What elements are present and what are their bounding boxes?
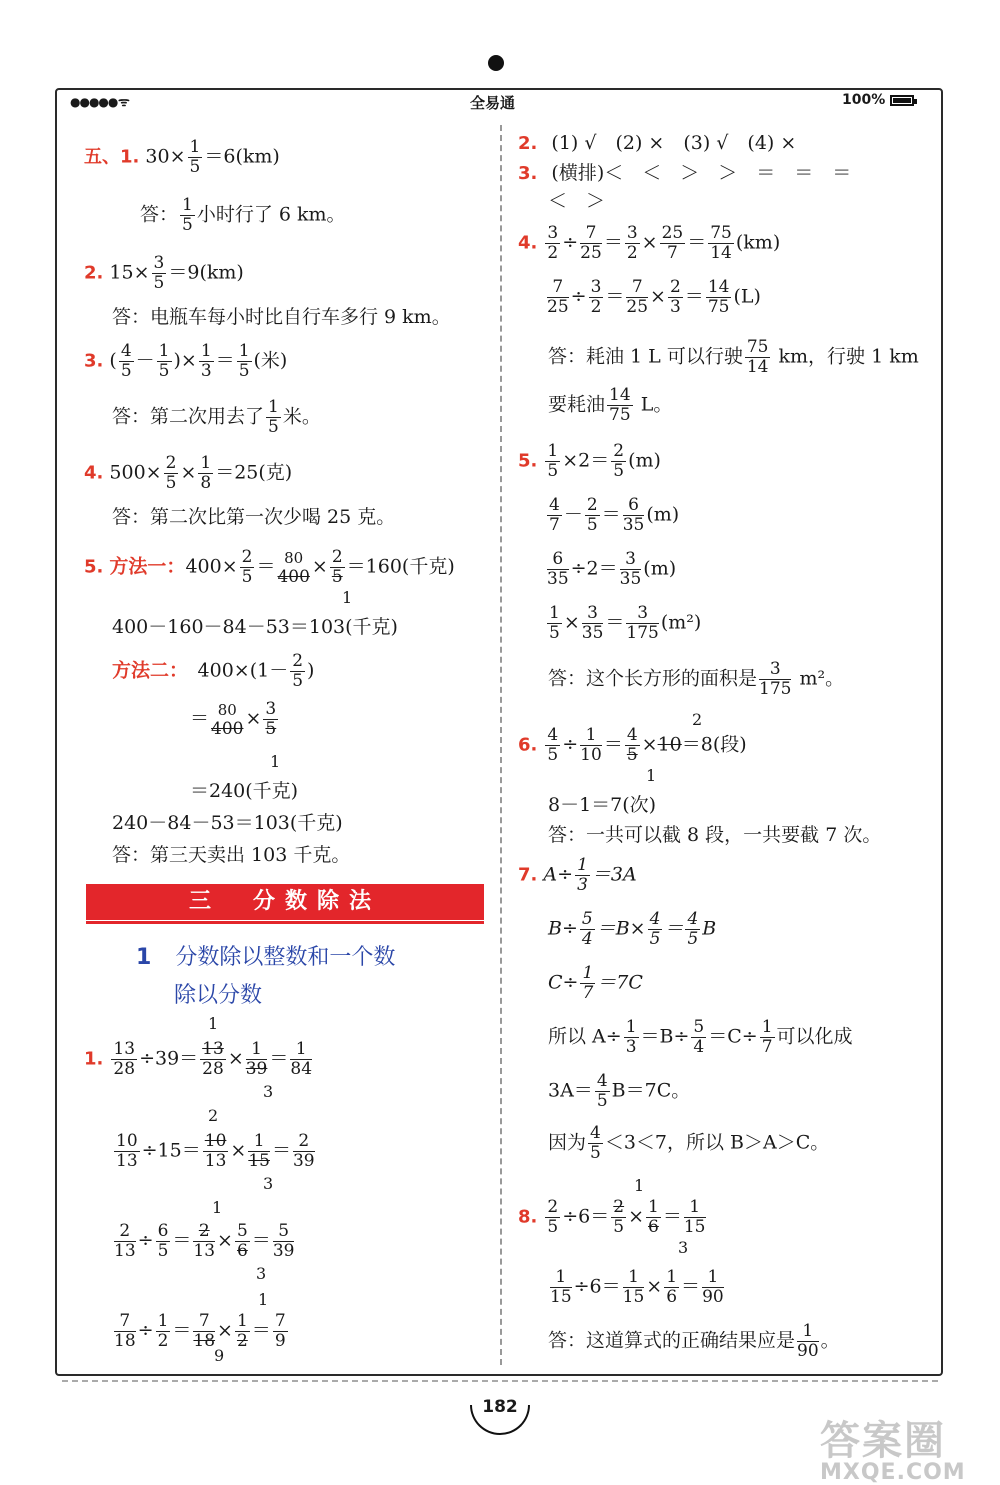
answer-6: 答：一共可以截 8 段，一共要截 7 次。 (548, 824, 882, 846)
wifi-icon: ᯤ (118, 95, 130, 110)
method1-line2: 400－160－84－53＝103(千克) (112, 616, 398, 638)
watermark-logo: 答案圈 MXQE.COM (820, 1418, 966, 1485)
app-title: 全易通 (470, 94, 516, 112)
method2: 方法二： 400×(1－ $\frac{2}{5}$ ) (112, 651, 315, 691)
item-3-1b: $\frac{10}{13}$ ÷15＝ $\frac{10}{13}$ × $\frac{1}{15}$ ＝ $\frac{2}{39}$ (116, 1131, 315, 1171)
answer-5-3: 答：第二次用去了 $\frac{1}{5}$ 米。 (112, 397, 321, 437)
section-title: 三 分数除法 (86, 884, 484, 920)
answer-5-1: 答： $\frac{1}{5}$ 小时行了 6 km。 (140, 195, 346, 235)
item-8: 8. $\frac{2}{5}$ ÷6＝ $\frac{2}{5}$ × $\frac{1}{6}$ ＝ $\frac{1}{15}$ (518, 1197, 706, 1237)
battery-icon (890, 95, 914, 106)
item-3: 3. (横排)＜ ＜ ＞ ＞ ＝ ＝ ＝ (518, 162, 852, 184)
answer-5-5: 答：第三天卖出 103 千克。 (112, 844, 351, 866)
item-2: 2. (1) √ (2) × (3) √ (4) × (518, 132, 797, 154)
item-5-4: 4. 500× $\frac{2}{5}$ × $\frac{1}{8}$ ＝25(克) (84, 453, 293, 493)
status-bar (70, 92, 930, 114)
page-number: 182 (482, 1397, 518, 1417)
item-3-1a: 1. $\frac{13}{28}$ ÷39＝ $\frac{13}{28}$ × $\frac{1}{39}$ ＝ $\frac{1}{84}$ (84, 1039, 313, 1079)
column-divider (500, 125, 502, 1365)
answer-5-4: 答：第二次比第一次少喝 25 克。 (112, 506, 396, 528)
item-5-2: 2. 15× $\frac{3}{5}$ ＝9(km) (84, 253, 244, 293)
item-3-1d: $\frac{7}{18}$ ÷ $\frac{1}{2}$ ＝ $\frac{7}{18}$ × $\frac{1}{2}$ ＝ $\frac{7}{9}$ (114, 1311, 286, 1351)
answer-5-2: 答：电瓶车每小时比自行车多行 9 km。 (112, 306, 451, 328)
subsection-title: 1 分数除以整数和一个数 (136, 945, 396, 970)
answer-8: 答：这道算式的正确结果应是 $\frac{1}{90}$ 。 (548, 1321, 840, 1361)
item-4: 4. $\frac{3}{2}$ ÷ $\frac{7}{25}$ ＝ $\frac{3}{2}$ × $\frac{25}{7}$ ＝ $\frac{75}{14}$ (km) (518, 223, 781, 263)
bottom-divider (62, 1380, 938, 1382)
answer-4: 答：耗油 1 L 可以行驶 $\frac{75}{14}$ km，行驶 1 km (548, 337, 919, 377)
item-5-5: 5. 方法一：400× $\frac{2}{5}$ ＝ 80 400 × $\frac{2}{5}$ ＝160(千克) (84, 547, 455, 587)
answer-5: 答：这个长方形的面积是 $\frac{3}{175}$ m²。 (548, 659, 845, 699)
item-5: 5. $\frac{1}{5}$ ×2＝ $\frac{2}{5}$ (m) (518, 441, 661, 481)
battery-percent: 100% (842, 92, 886, 108)
item-3-1c: $\frac{2}{13}$ ÷ $\frac{6}{5}$ ＝ $\frac{2}{13}$ × $\frac{5}{6}$ ＝ $\frac{5}{39}$ (114, 1221, 295, 1261)
signal-icon: ●●●●● (70, 95, 118, 109)
camera-dot (488, 55, 504, 71)
item-5-3: 3. ( $\frac{4}{5}$ － $\frac{1}{5}$ )× $\frac{1}{3}$ ＝ $\frac{1}{5}$ (米) (84, 341, 288, 381)
item-6: 6. $\frac{4}{5}$ ÷ $\frac{1}{10}$ ＝ $\frac{4}{5}$ ×10＝8(段) (518, 725, 747, 765)
item-7: 7. A÷ $\frac{1}{3}$ ＝3A (518, 855, 637, 895)
fraction: $\frac{1}{5}$ (189, 137, 201, 177)
item-5-1: 五、1. 30× $\frac{1}{5}$ ＝6(km) (84, 137, 280, 177)
